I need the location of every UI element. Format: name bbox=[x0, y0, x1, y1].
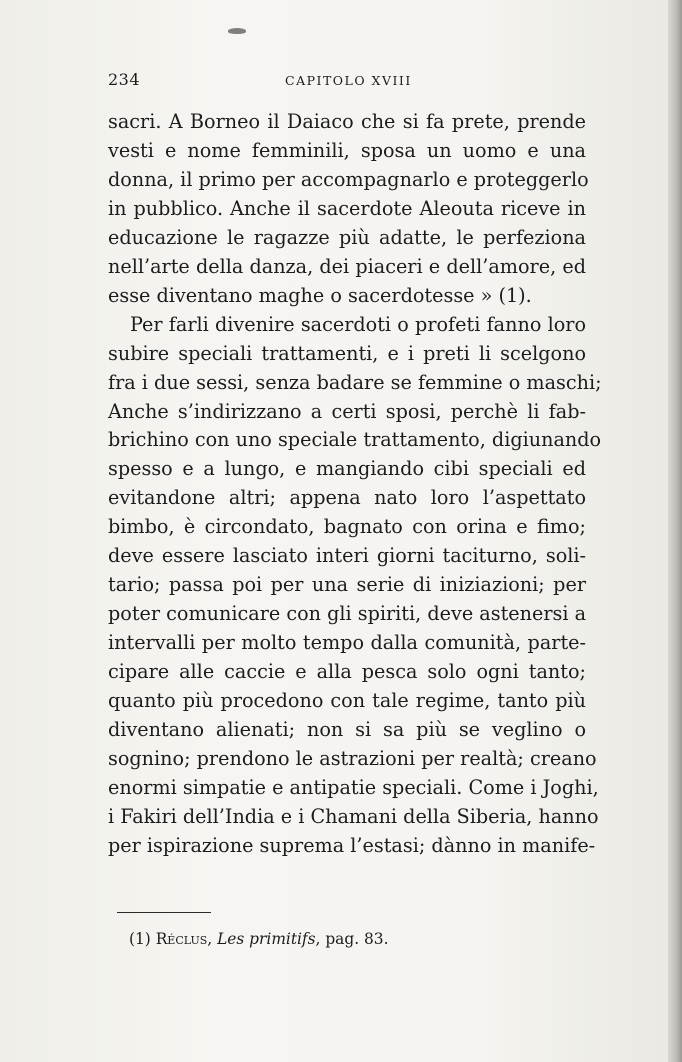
text-line: sacri. A Borneo il Daiaco che si fa prete, prende bbox=[108, 110, 586, 133]
text-line: quanto più procedono con tale regime, tanto più bbox=[108, 689, 586, 713]
text-line: subire speciali trattamenti, e i preti li scelgono bbox=[108, 341, 586, 365]
footnote-rule bbox=[117, 912, 211, 913]
text-line: poter comunicare con gli spiriti, deve astenersi a bbox=[108, 602, 587, 626]
text-line: in pubblico. Anche il sacerdote Aleouta riceve in bbox=[108, 196, 586, 220]
page-binding-edge bbox=[668, 0, 682, 1062]
running-head: CAPITOLO XVIII bbox=[285, 73, 412, 88]
text-line: tario; passa poi per una serie di iniziazioni; per bbox=[108, 573, 586, 597]
body-text bbox=[108, 108, 602, 861]
text-line: nell’arte della danza, dei piaceri e dell’amore, ed bbox=[108, 254, 586, 278]
text-line: sognino; prendono le astrazioni per realtà; creano bbox=[108, 746, 597, 770]
text-line: spesso e a lungo, e mangiando cibi speciali ed bbox=[108, 457, 586, 481]
text-line: evitandone altri; appena nato loro l’aspettato bbox=[108, 486, 586, 510]
text-line: deve essere lasciato interi giorni taciturno, soli- bbox=[108, 544, 586, 568]
text-line: Per farli divenire sacerdoti o profeti fanno loro bbox=[130, 312, 586, 336]
footnote-page: pag. 83. bbox=[325, 930, 389, 948]
text-line: Anche s’indirizzano a certi sposi, perchè li fab- bbox=[108, 399, 586, 423]
text-line: esse diventano maghe o sacerdotesse » (1). bbox=[108, 283, 532, 307]
footnote bbox=[129, 930, 388, 948]
text-line: vesti e nome femminili, sposa un uomo e una bbox=[108, 138, 586, 162]
text-line: intervalli per molto tempo dalla comunità, parte- bbox=[108, 631, 586, 655]
text-line: educazione le ragazze più adatte, le perfeziona bbox=[108, 225, 586, 249]
ink-blot bbox=[228, 28, 246, 34]
page-header bbox=[108, 70, 588, 92]
text-line: i Fakiri dell’India e i Chamani della Siberia, hanno bbox=[108, 804, 599, 828]
page-number: 234 bbox=[108, 70, 141, 89]
text-line: diventano alienati; non si sa più se veglino o bbox=[108, 718, 586, 742]
footnote-sep-2: , bbox=[315, 930, 326, 948]
text-line: brichino con uno speciale trattamento, digiunando bbox=[108, 428, 602, 452]
text-line: enormi simpatie e antipatie speciali. Come i Joghi, bbox=[108, 775, 599, 799]
text-line: fra i due sessi, senza badare se femmine o maschi; bbox=[108, 370, 602, 394]
text-line: donna, il primo per accompagnarlo e proteggerlo bbox=[108, 167, 589, 191]
footnote-sep-1: , bbox=[207, 930, 218, 948]
footnote-marker: (1) bbox=[129, 930, 151, 948]
text-line: bimbo, è circondato, bagnato con orina e fimo; bbox=[108, 515, 586, 539]
footnote-author: Réclus bbox=[155, 930, 208, 948]
text-line: per ispirazione suprema l’estasi; dànno in manife- bbox=[108, 833, 596, 857]
footnote-work: Les primitifs bbox=[217, 930, 316, 948]
text-line: cipare alle caccie e alla pesca solo ogni tanto; bbox=[108, 660, 586, 684]
